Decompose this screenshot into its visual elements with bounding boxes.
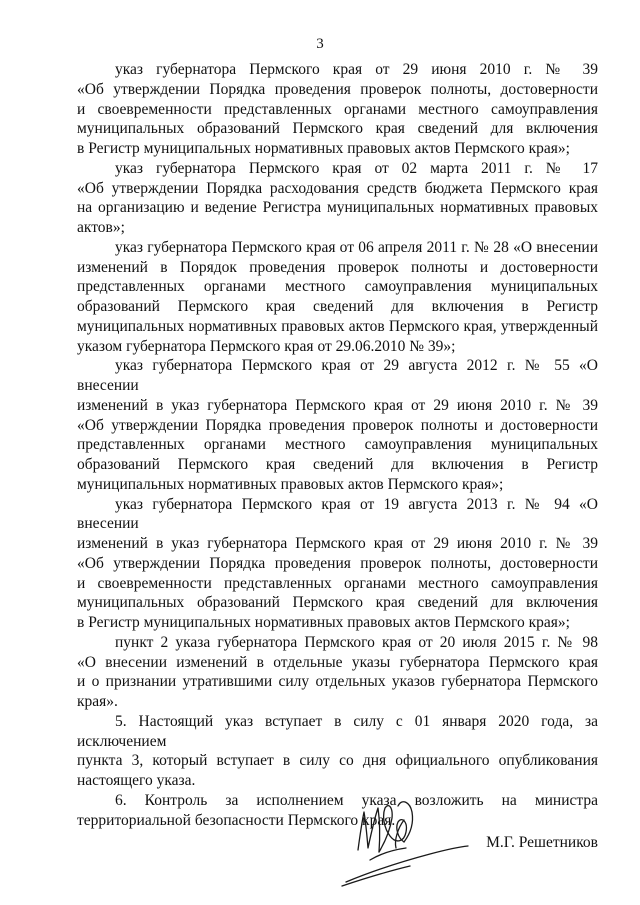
paragraph — [77, 60, 598, 159]
text-line: изменений в указ губернатора Пермского края от 29 июня 2010 г. № 39 — [77, 396, 598, 414]
text-line: настоящего указа. — [77, 772, 196, 789]
text-line: и своевременности представленных органами местного самоуправления — [77, 100, 598, 118]
text-line: в Регистр муниципальных нормативных правовых актов Пермского края»; — [77, 614, 570, 631]
document-body — [77, 60, 598, 830]
text-line: изменений в Порядок проведения проверок полноты и достоверности — [77, 258, 598, 276]
text-line: муниципальных нормативных правовых актов Пермского края, утвержденный — [77, 317, 598, 335]
paragraph — [77, 633, 598, 712]
text-line: муниципальных образований Пермского края сведений для включения — [77, 594, 598, 612]
signer-name: М.Г. Решетников — [486, 834, 598, 851]
paragraph — [77, 712, 598, 791]
text-line: 5. Настоящий указ вступает в силу с 01 января 2020 года, за исключением — [77, 712, 598, 750]
paragraph — [77, 791, 598, 831]
text-line: 6. Контроль за исполнением указа возложить на министра — [115, 791, 598, 809]
text-line: «Об утверждении Порядка проведения проверок полноты и достоверности — [77, 416, 598, 434]
text-line: и своевременности представленных органами местного самоуправления — [77, 574, 598, 592]
text-line: образований Пермского края сведений для включения в Регистр — [77, 456, 598, 473]
text-line: указ губернатора Пермского края от 19 августа 2013 г. № 94 «О внесении — [77, 495, 598, 533]
paragraph — [77, 238, 598, 357]
text-line: указом губернатора Пермского края от 29.06.2010 № 39»; — [77, 337, 456, 355]
text-line: в Регистр муниципальных нормативных правовых актов Пермского края»; — [77, 140, 570, 157]
text-line: пункт 2 указа губернатора Пермского края от 20 июля 2015 г. № 98 — [115, 633, 598, 651]
text-line: «О внесении изменений в отдельные указы губернатора Пермского края — [77, 653, 598, 671]
text-line: актов»; — [77, 219, 125, 236]
page-number: 3 — [316, 36, 324, 52]
text-line: «Об утверждении Порядка расходования средств бюджета Пермского края — [77, 179, 598, 197]
text-line: муниципальных образований Пермского края сведений для включения — [77, 120, 598, 138]
text-line: указ губернатора Пермского края от 29 июня 2010 г. № 39 — [115, 61, 598, 78]
handwritten-signature — [340, 790, 480, 895]
text-line: и о признании утратившими силу отдельных указов губернатора Пермского — [77, 673, 598, 691]
text-line: «Об утверждении Порядка проведения проверок полноты, достоверности — [77, 554, 598, 572]
text-line: указ губернатора Пермского края от 06 апреля 2011 г. № 28 «О внесении — [115, 238, 598, 256]
text-line: «Об утверждении Порядка проведения проверок полноты, достоверности — [77, 80, 598, 98]
paragraph — [77, 159, 598, 238]
text-line: образований Пермского края сведений для включения в Регистр — [77, 298, 598, 315]
text-line: территориальной безопасности Пермского края. — [77, 811, 396, 829]
paragraph — [77, 495, 598, 633]
text-line: изменений в указ губернатора Пермского края от 29 июня 2010 г. № 39 — [77, 535, 598, 552]
text-line: пункта 3, который вступает в силу со дня официального опубликования — [77, 752, 598, 770]
text-line: края». — [77, 693, 118, 710]
text-line: указ губернатора Пермского края от 29 августа 2012 г. № 55 «О внесении — [77, 357, 598, 394]
text-line: указ губернатора Пермского края от 02 марта 2011 г. № 17 — [115, 159, 598, 177]
text-line: муниципальных нормативных правовых актов Пермского края»; — [77, 475, 504, 493]
paragraph — [77, 356, 598, 494]
text-line: на организацию и ведение Регистра муниципальных нормативных правовых — [77, 199, 598, 217]
text-line: представленных органами местного самоуправления муниципальных — [77, 436, 598, 454]
text-line: представленных органами местного самоуправления муниципальных — [77, 278, 598, 296]
